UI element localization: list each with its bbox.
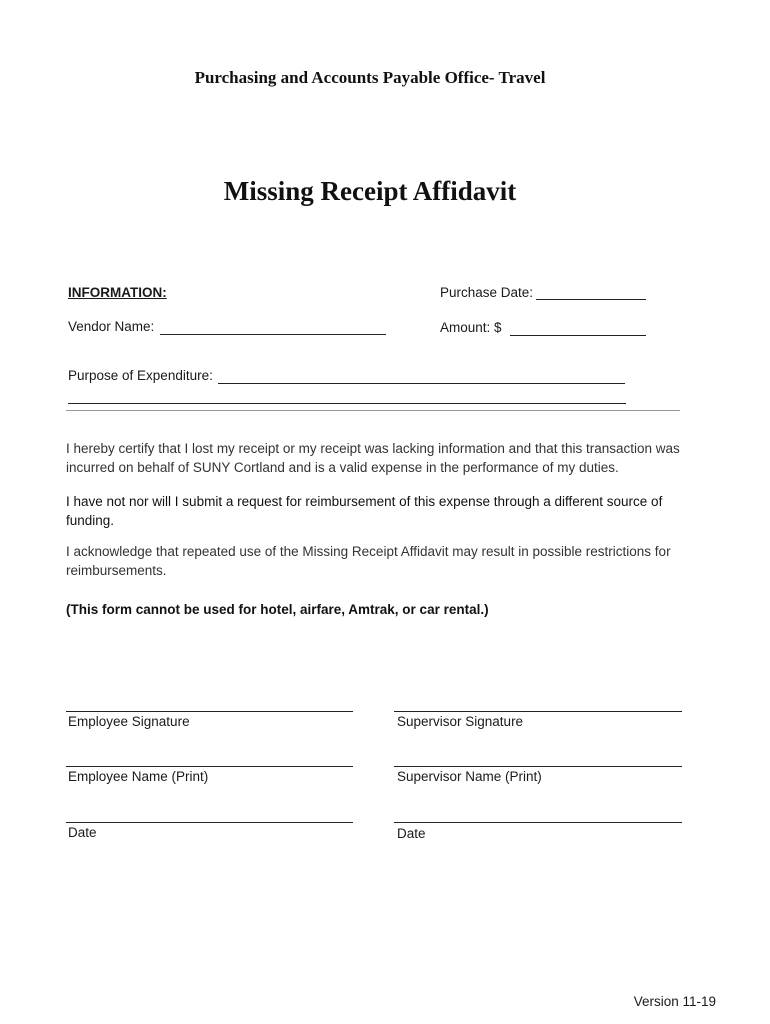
acknowledge-statement: I acknowledge that repeated use of the Missing Receipt Affidavit may result in possible restrictions for reimbursements. [66,544,671,578]
supervisor-date-field[interactable] [394,822,682,823]
amount-label: Amount: $ [440,320,502,335]
section-divider [66,410,680,411]
amount-field[interactable] [510,335,646,336]
supervisor-signature-label: Supervisor Signature [397,714,524,729]
supervisor-signature-field[interactable] [394,711,682,712]
information-section-label: INFORMATION: [68,285,167,300]
vendor-name-label: Vendor Name: [68,319,155,334]
purpose-label: Purpose of Expenditure: [68,368,213,383]
employee-signature-label: Employee Signature [68,714,190,729]
supervisor-name-field[interactable] [394,766,682,767]
supervisor-date-label: Date [397,826,426,841]
employee-date-label: Date [68,825,97,840]
page-title: Missing Receipt Affidavit [223,176,517,206]
supervisor-name-label: Supervisor Name (Print) [397,769,542,784]
employee-signature-field[interactable] [66,711,353,712]
employee-name-field[interactable] [66,766,353,767]
purpose-field-line-1[interactable] [218,383,625,384]
restriction-note: (This form cannot be used for hotel, airfare, Amtrak, or car rental.) [66,602,489,617]
employee-date-field[interactable] [66,822,353,823]
no-duplicate-statement: I have not nor will I submit a request for reimbursement of this expense through a different source of funding. [66,494,663,528]
purpose-field-line-2[interactable] [68,403,626,404]
vendor-name-field[interactable] [160,334,386,335]
version-label: Version 11-19 [633,994,716,1009]
purchase-date-field[interactable] [536,299,646,300]
office-heading: Purchasing and Accounts Payable Office- Travel [194,68,546,87]
purchase-date-label: Purchase Date: [440,285,534,300]
employee-name-label: Employee Name (Print) [68,769,209,784]
certify-statement: I hereby certify that I lost my receipt or my receipt was lacking information and that this transaction was incurred on behalf of SUNY Cortland and is a valid expense in the performance of my duties. [66,441,680,475]
